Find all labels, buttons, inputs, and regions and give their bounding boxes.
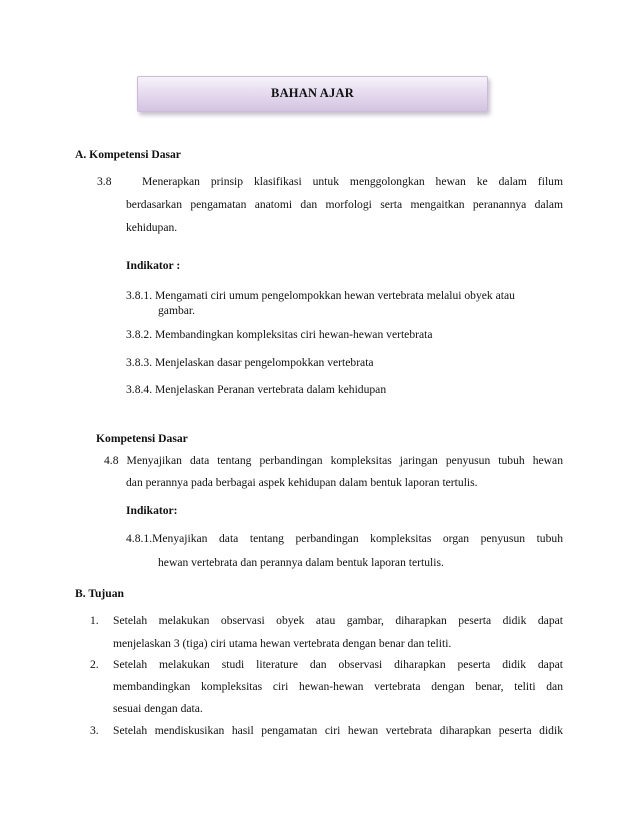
kd1-number: 3.8	[97, 175, 112, 188]
indikator-3-8-2: 3.8.2. Membandingkan kompleksitas ciri hewan-hewan vertebrata	[126, 328, 433, 341]
kd1-line-2: berdasarkan pengamatan anatomi dan morfologi serta mengaitkan peranannya dalam	[126, 198, 563, 211]
kd2-line-1: 4.8 Menyajikan data tentang perbandingan kompleksitas jaringan penyusun tubuh hewan	[104, 454, 563, 467]
tujuan-1-number: 1.	[90, 614, 99, 627]
tujuan-3-number: 3.	[90, 724, 99, 737]
tujuan-1-line-1: Setelah melakukan observasi obyek atau gambar, diharapkan peserta didik dapat	[113, 614, 563, 627]
indikator-4-8-1-cont: hewan vertebrata dan perannya dalam bentuk laporan tertulis.	[158, 556, 444, 569]
title-banner	[137, 76, 488, 112]
kd2-line-2: dan perannya pada berbagai aspek kehidupan dalam bentuk laporan tertulis.	[126, 476, 478, 489]
kd1-line-1: Menerapkan prinsip klasifikasi untuk menggolongkan hewan ke dalam filum	[142, 175, 563, 188]
tujuan-2-line-2: membandingkan kompleksitas ciri hewan-hewan vertebrata dengan benar, teliti dan	[113, 680, 563, 693]
tujuan-2-line-3: sesuai dengan data.	[113, 702, 203, 715]
kd1-line-3: kehidupan.	[126, 221, 178, 234]
tujuan-1-line-2: menjelaskan 3 (tiga) ciri utama hewan vertebrata dengan benar dan teliti.	[113, 637, 452, 650]
indikator-3-8-1-cont: gambar.	[158, 304, 196, 317]
section-b-heading: B. Tujuan	[75, 587, 124, 600]
kd2-heading: Kompetensi Dasar	[96, 432, 188, 445]
indikator-3-8-3: 3.8.3. Menjelaskan dasar pengelompokkan vertebrata	[126, 356, 374, 369]
tujuan-2-number: 2.	[90, 658, 99, 671]
indikator-3-8-1: 3.8.1. Mengamati ciri umum pengelompokkan hewan vertebrata melalui obyek atau	[126, 289, 515, 302]
indikator-4-8-1: 4.8.1.Menyajikan data tentang perbandingan kompleksitas organ penyusun tubuh	[126, 532, 563, 545]
kd1-indikator-heading: Indikator :	[126, 259, 181, 272]
indikator-3-8-4: 3.8.4. Menjelaskan Peranan vertebrata dalam kehidupan	[126, 383, 387, 396]
section-a-heading: A. Kompetensi Dasar	[75, 148, 181, 161]
tujuan-2-line-1: Setelah melakukan studi literature dan observasi diharapkan peserta didik dapat	[113, 658, 563, 671]
document-title: BAHAN AJAR	[271, 86, 354, 100]
kd2-indikator-heading: Indikator:	[126, 504, 178, 517]
tujuan-3-line-1: Setelah mendiskusikan hasil pengamatan ciri hewan vertebrata diharapkan peserta didik	[113, 724, 563, 737]
